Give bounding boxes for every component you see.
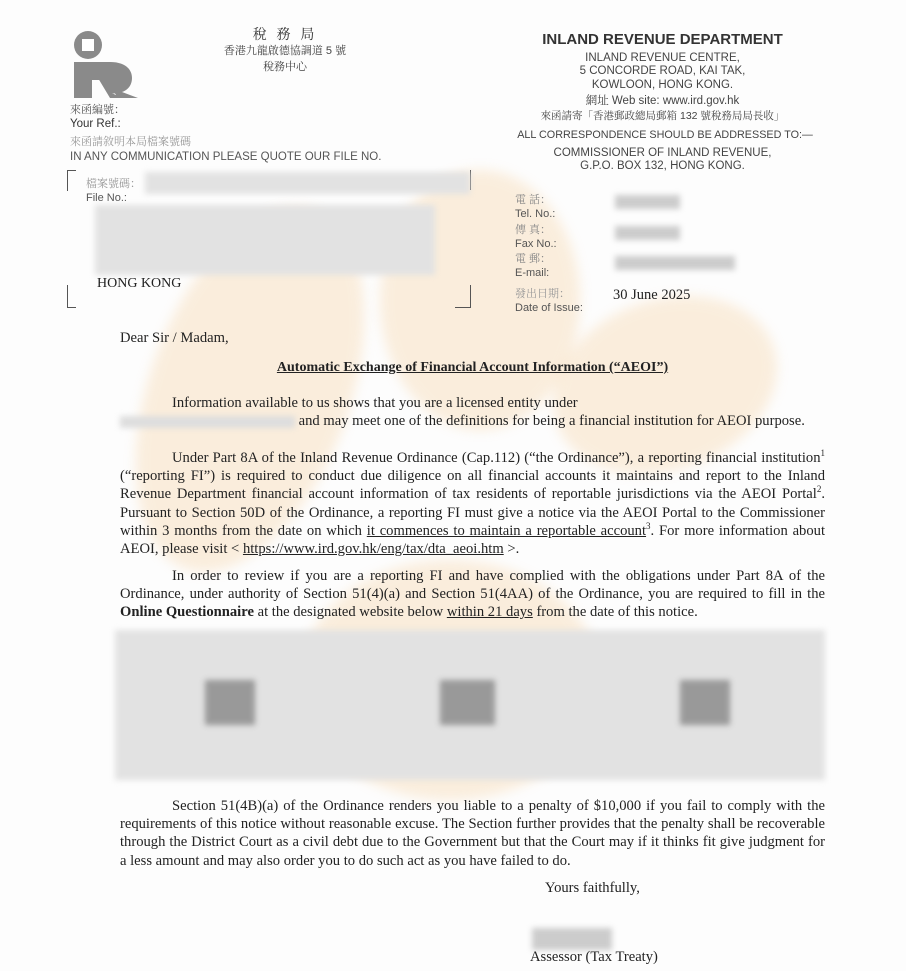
aeoi-url-link[interactable]: https://www.ird.gov.hk/eng/tax/dta_aeoi.htm [242, 541, 504, 558]
p2-text: Under Part 8A of the Inland Revenue Ordinance (Cap.112) (“the Ordinance”), a reporting financial institution [172, 450, 821, 466]
redacted-qr-code [205, 680, 255, 725]
p2-text: (“reporting FI”) is required to conduct due diligence on all financial accounts it maintains and report to the Inland Revenue Department financial account information of tax residents of reportable jurisdictions via the AEOI Portal [120, 468, 825, 503]
website-link[interactable]: 網址 Web site: www.ird.gov.hk [585, 95, 740, 107]
online-questionnaire: Online Questionnaire [120, 604, 254, 621]
cn-dept-name: 稅 務 局 [252, 26, 318, 42]
p3-text: at the designated website below [253, 604, 447, 621]
p2-text: . Pursuant to Section 50D of the Ordinance, a reporting FI must give a notice via the AEOI Portal to the Commissioner within 3 months from the date on which [120, 486, 825, 539]
commissioner-address-1: COMMISSIONER OF INLAND REVENUE, [553, 147, 772, 159]
p2-underlined: it commences to maintain a reportable account [366, 522, 647, 539]
fax-label: Fax No.: [515, 238, 557, 250]
date-cn-label: 發出日期： [515, 288, 570, 300]
window-corner [67, 285, 76, 308]
redacted-email [615, 256, 735, 270]
dept-address-3: KOWLOON, HONG KONG. [591, 79, 734, 91]
paragraph-4 [120, 797, 825, 870]
p3-text: In order to review if you are a reporting FI and have complied with the obligations under Part 8A of the Ordinance, under authority of Section 51(4)(a) and Section 51(4AA) of the Ordinance, you are required to fill in the [120, 568, 825, 603]
p2-text: . For more information about AEOI, please visit < [120, 522, 825, 558]
p1-text: Information available to us shows that you are a licensed entity under [172, 395, 578, 411]
dept-address-2: 5 CONCORDE ROAD, KAI TAK, [579, 65, 746, 77]
cn-correspondence: 來函請寄「香港郵政總局郵箱 132 號稅務局局長收」 [540, 110, 785, 122]
signatory-title: Assessor (Tax Treaty) [530, 949, 658, 965]
commissioner-address-2: G.P.O. BOX 132, HONG KONG. [580, 160, 745, 172]
paragraph-1 [120, 394, 825, 430]
redacted-file-no [145, 172, 470, 194]
footnote-ref: 2 [816, 484, 822, 495]
cn-address-1: 香港九龍啟德協調道 5 號 [223, 45, 347, 57]
redacted-qr-code [440, 680, 495, 725]
p3-text: from the date of this notice. [532, 604, 698, 621]
file-no-label: File No.: [86, 192, 127, 204]
redacted-qr-code [680, 680, 730, 725]
dept-address-1: INLAND REVENUE CENTRE, [585, 52, 740, 64]
dept-name: INLAND REVENUE DEPARTMENT [542, 31, 783, 48]
subject-line: Automatic Exchange of Financial Account Information (“AEOI”) [276, 360, 669, 375]
redacted-fax [615, 226, 680, 240]
p4-text: Section 51(4B)(a) of the Ordinance renders you liable to a penalty of $10,000 if you fail to comply with the requirements of this notice without reasonable excuse. The Section further provides that the penalty shall be recoverable through the District Court as a civil debt due to the Government but that the Court may if it thinks fit give judgment for a less amount and may also order you to do such act as you have failed to do. [120, 798, 825, 869]
closing: Yours faithfully, [545, 880, 640, 896]
addressee-city: HONG KONG [97, 276, 182, 291]
paragraph-3 [120, 567, 825, 622]
p2-text: >. [503, 541, 520, 558]
date-of-issue: 30 June 2025 [613, 287, 691, 303]
ird-logo-icon [70, 30, 140, 98]
window-corner [67, 170, 76, 191]
your-ref-label: Your Ref.: [70, 118, 121, 130]
window-corner [470, 170, 471, 190]
footnote-ref: 1 [820, 448, 825, 459]
quote-cn-label: 來函請敘明本局檔案號碼 [70, 136, 191, 148]
tel-label: Tel. No.: [515, 208, 556, 220]
redacted-address [95, 205, 435, 275]
email-label: E-mail: [515, 267, 550, 279]
your-ref-cn-label: 來函編號： [70, 104, 125, 116]
p1-text-2: and may meet one of the definitions for being a financial institution for AEOI purpose. [298, 413, 805, 430]
file-no-cn-label: 檔案號碼： [86, 178, 141, 190]
window-corner [455, 285, 471, 308]
quote-file-no-notice: IN ANY COMMUNICATION PLEASE QUOTE OUR FILE NO. [70, 151, 382, 163]
cn-address-2: 稅務中心 [263, 61, 307, 73]
date-label: Date of Issue: [515, 302, 583, 314]
redacted-ordinance [120, 416, 295, 428]
correspondence-notice: ALL CORRESPONDENCE SHOULD BE ADDRESSED TO:— [517, 129, 813, 141]
redacted-signature [532, 928, 612, 950]
fax-cn-label: 傳 真： [515, 224, 552, 236]
email-cn-label: 電 郵： [515, 253, 552, 265]
salutation: Dear Sir / Madam, [120, 330, 229, 346]
paragraph-2 [120, 449, 825, 558]
deadline: within 21 days [446, 604, 533, 621]
redacted-tel [615, 195, 680, 209]
tel-cn-label: 電 話： [515, 194, 552, 206]
footnote-ref: 3 [646, 520, 651, 531]
